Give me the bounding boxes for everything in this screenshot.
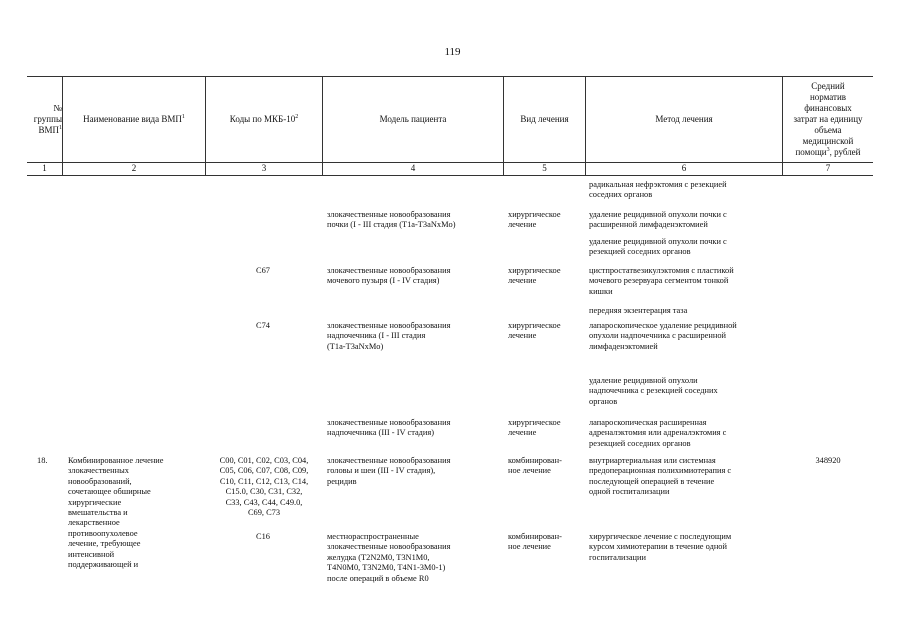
method-surgery-then-chemotherapy: хирургическое лечение с последующим курсом химиотерапии в течение одной госпитализации <box>589 532 732 562</box>
column-numbers-bottom-border <box>27 175 873 176</box>
method-pelvic-exenteration: передняя экзентерация таза <box>589 306 688 315</box>
method-adrenal-resection: удаление рецидивной опухоли надпочечника с резекцией соседних органов <box>589 376 718 406</box>
column-number-3: 3 <box>261 163 267 173</box>
header-icd-codes: Коды по МКБ-$10^2$ <box>229 114 299 124</box>
header-average-cost: Средний норматив финансовых затрат на единицу объема медицинской помощи$^3$, рублей <box>793 81 863 157</box>
method-intraarterial-chemotherapy: внутриартериальная или системная предоперационная полихимиотерапия с последующей операцией в течение одной госпитализации <box>589 456 732 497</box>
page-number: 119 <box>444 46 461 58</box>
icd-code-c16: C16 <box>256 532 270 541</box>
method-adrenal-laparoscopic: лапароскопическое удаление рецидивной опухоли надпочечника с расширенной лимфаденэктомией <box>589 321 737 351</box>
header-treatment-type: Вид лечения <box>520 114 569 124</box>
treatment-type-combined-1: комбинирован- ное лечение <box>508 456 562 476</box>
treatment-type-surgical-4: хирургическое лечение <box>508 418 561 438</box>
method-cystprostatvesiculectomy: цистпростатвезикулэктомия с пластикой мочевого резервуара сегментом тонкой кишки <box>589 266 734 296</box>
group-number-18: 18. <box>37 456 48 465</box>
model-kidney-cancer: злокачественные новообразования почки (I - III стадия (T1a-T3aNxMo) <box>327 210 456 230</box>
method-kidney-resection: удаление рецидивной опухоли почки с резекцией соседних органов <box>589 237 727 257</box>
icd-code-c74: C74 <box>256 321 270 330</box>
average-cost-value: 348920 <box>815 456 841 465</box>
header-group-number: № группы ВМП$^1$ <box>33 103 62 135</box>
method-kidney-lymphadenectomy: удаление рецидивной опухоли почки с расширенной лимфаденэктомией <box>589 210 727 230</box>
model-head-neck-cancer: злокачественные новообразования головы и шеи (III - IV стадия), рецидив <box>327 456 451 486</box>
column-number-5: 5 <box>542 163 547 173</box>
icd-codes-head-neck: C00, C01, C02, C03, C04, C05, C06, C07, C08, C09, C10, C11, C12, C13, C14, C15.0, C30, C31, C32, C33, C43, C44, C49.0, C69, C73 <box>219 456 309 518</box>
column-number-7: 7 <box>825 163 831 173</box>
column-number-6: 6 <box>681 163 687 173</box>
model-bladder-cancer: злокачественные новообразования мочевого пузыря (I - IV стадия) <box>327 266 451 286</box>
method-adrenalectomy-extended: лапароскопическая расширенная адреналэктомия или адреналэктомия с резекцией соседних органов <box>589 418 727 448</box>
icd-code-c67: C67 <box>256 266 270 275</box>
treatment-type-combined-2: комбинирован- ное лечение <box>508 532 562 552</box>
model-stomach-cancer: местнораспространенные злокачественные новообразования желудка (T2N2M0, T3N1M0, T4N0M0, T3N2M0, T4N1-3M0-1) после операций в объеме R0 <box>327 532 451 583</box>
method-nephrectomy-resection: радикальная нефрэктомия с резекцией соседних органов <box>589 180 727 200</box>
header-vmp-name: Наименование вида ВМП$^1$ <box>83 114 185 124</box>
treatment-type-surgical-2: хирургическое лечение <box>508 266 561 286</box>
column-number-4: 4 <box>410 163 416 173</box>
column-number-1: 1 <box>42 163 47 173</box>
model-adrenal-cancer-advanced: злокачественные новообразования надпочечника (III - IV стадия) <box>327 418 451 438</box>
model-adrenal-cancer-early: злокачественные новообразования надпочечника (I - III стадия (T1a-T3aNxMo) <box>327 321 451 351</box>
vmp-name-combined-treatment: Комбинированное лечение злокачественных новообразований, сочетающее обширные хирургические вмешательства и лекарственное противоопухолевое лечение, требующее интенсивной поддерживающей и <box>68 456 164 570</box>
column-number-2: 2 <box>131 163 137 173</box>
header-treatment-method: Метод лечения <box>655 114 713 124</box>
treatment-type-surgical-1: хирургическое лечение <box>508 210 561 230</box>
treatment-type-surgical-3: хирургическое лечение <box>508 321 561 341</box>
header-patient-model: Модель пациента <box>379 114 447 124</box>
